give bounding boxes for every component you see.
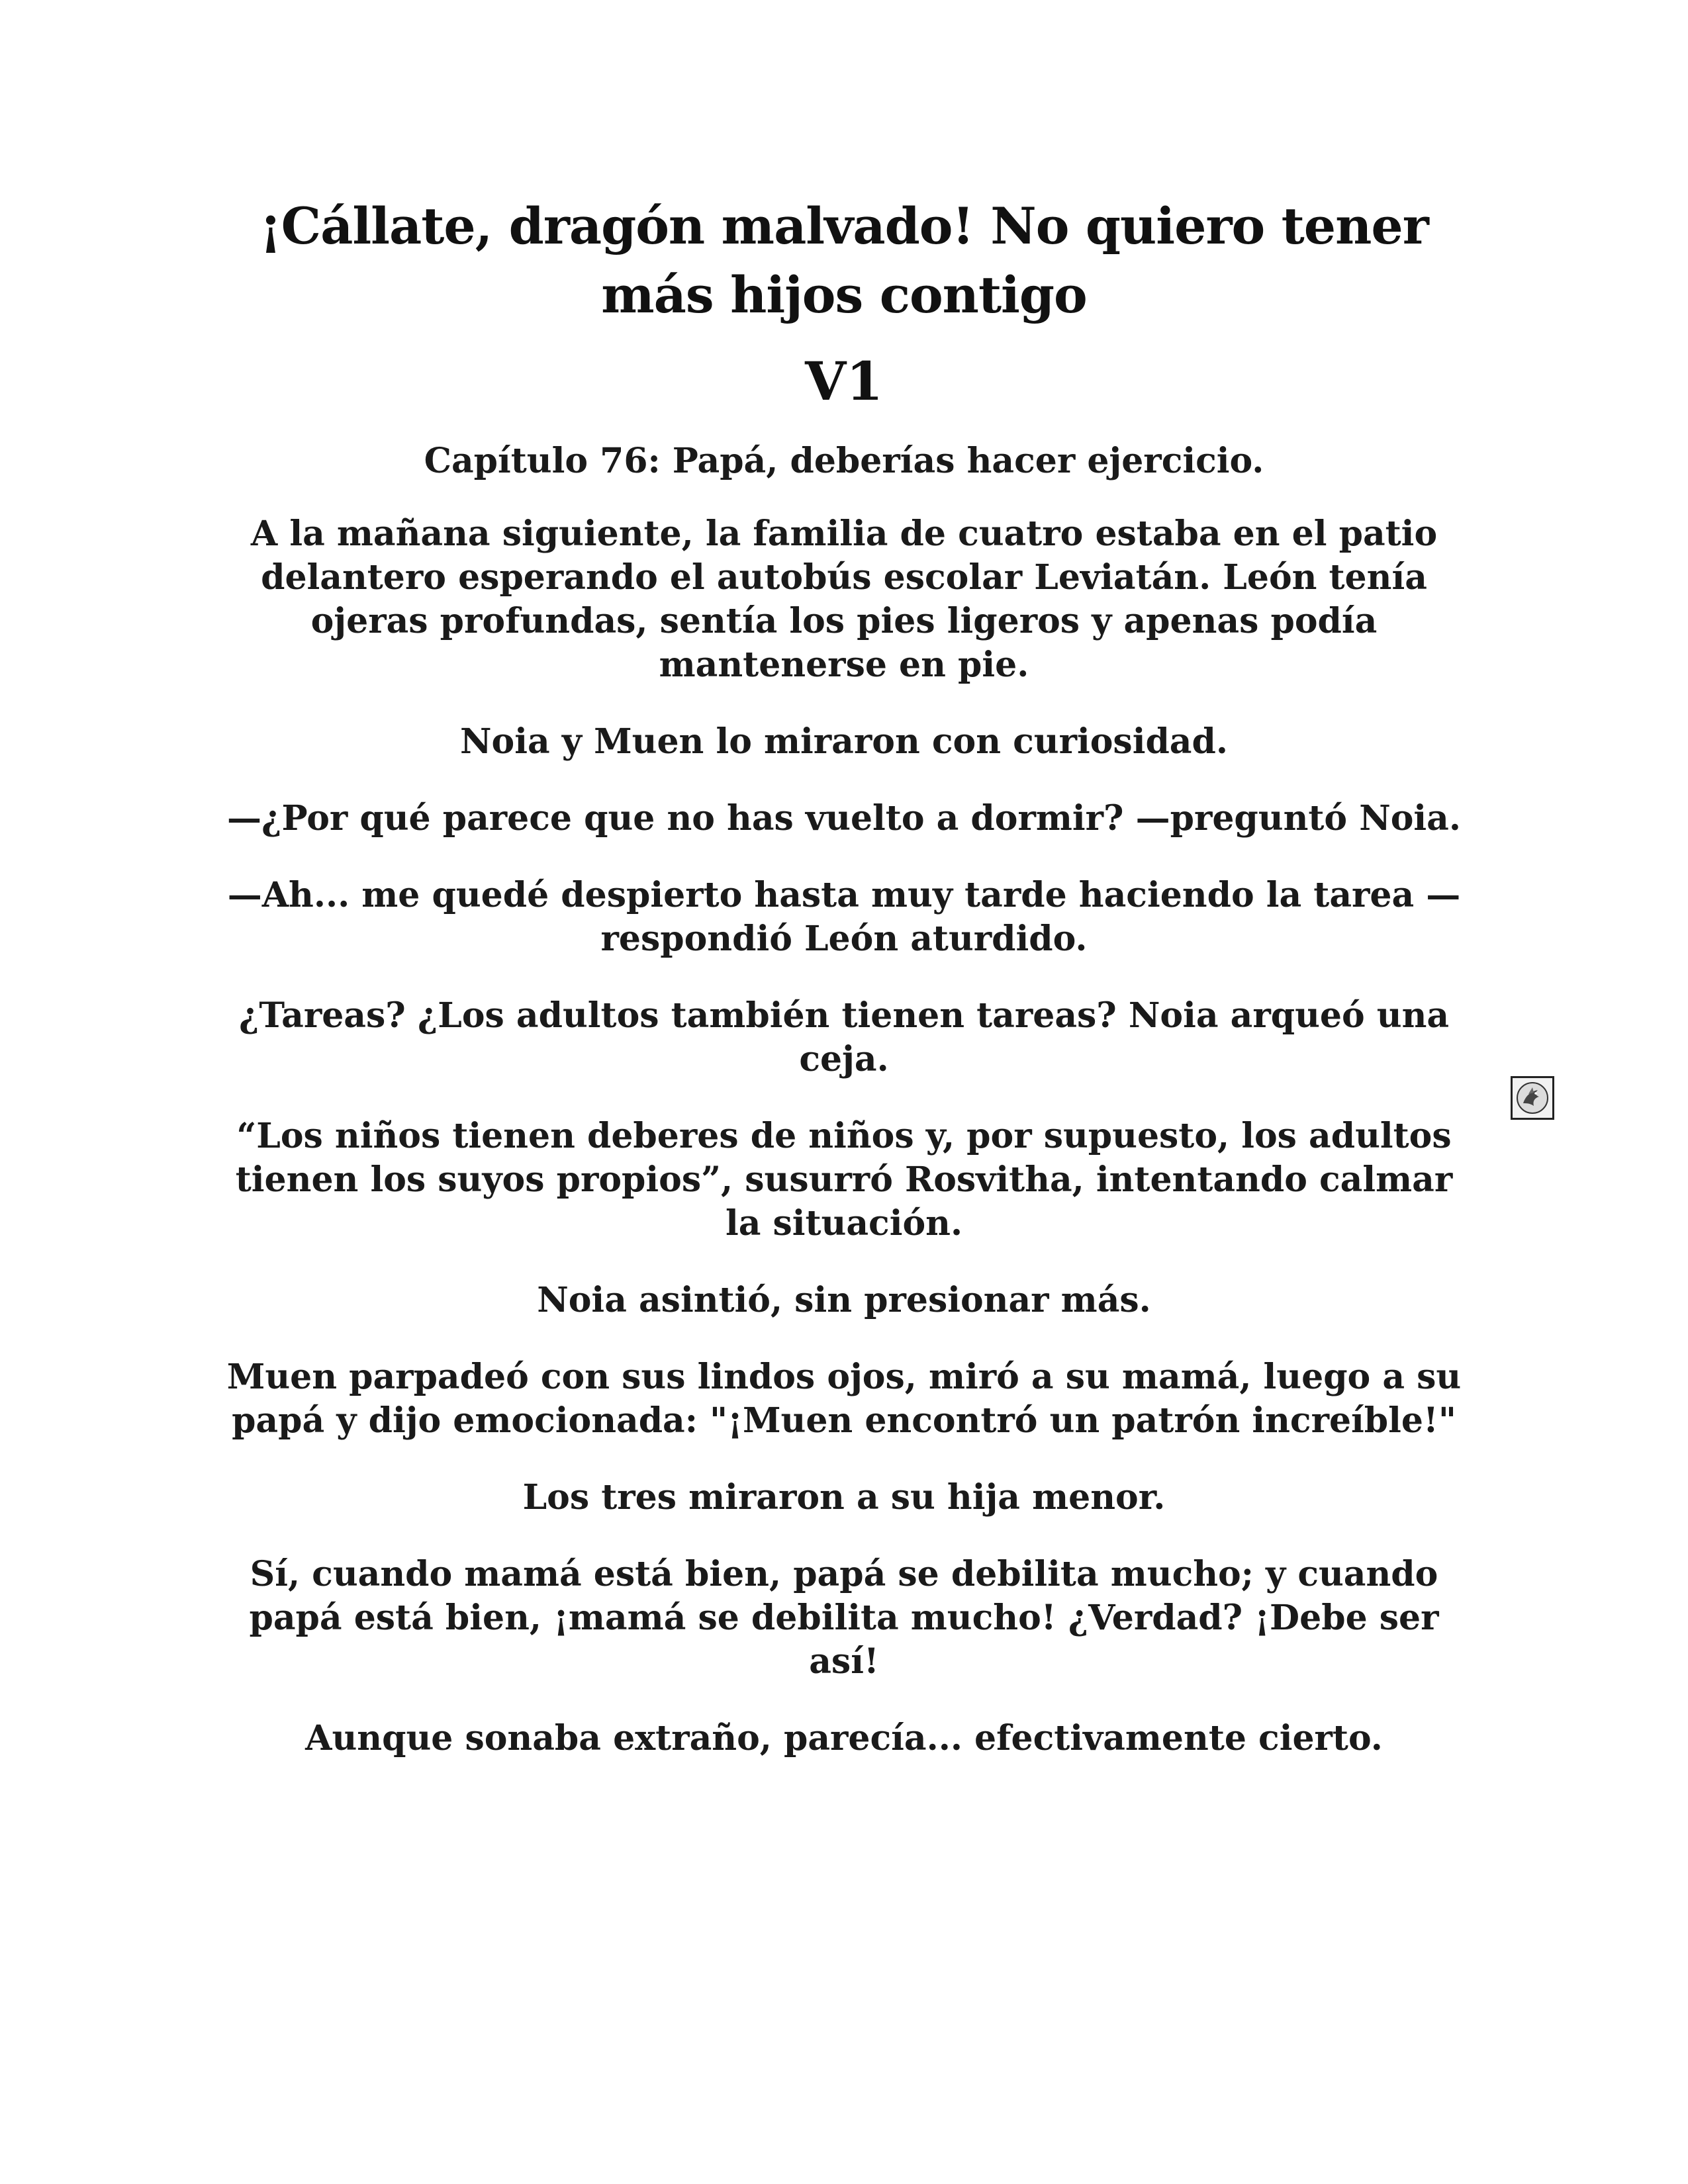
paragraph-2: Noia y Muen lo miraron con curiosidad.	[460, 721, 1228, 762]
dragon-emblem-svg	[1515, 1081, 1550, 1115]
paragraph-8: Muen parpadeó con sus lindos ojos, miró a su mamá, luego a su papá y dijo emocionada: "¡Muen encontró un patrón increíble!"	[226, 1357, 1462, 1441]
paragraph-4: —Ah... me quedé despierto hasta muy tarde haciendo la tarea —respondió León aturdido.	[227, 875, 1461, 959]
document-page	[225, 192, 1463, 1760]
paragraph-7: Noia asintió, sin presionar más.	[537, 1280, 1151, 1320]
chapter-heading: Capítulo 76: Papá, deberías hacer ejercicio.	[424, 441, 1264, 481]
paragraph-5: ¿Tareas? ¿Los adultos también tienen tareas? Noia arqueó una ceja.	[238, 995, 1450, 1079]
title-line-1: ¡Cállate, dragón malvado! No quiero tener	[259, 197, 1429, 255]
paragraph-3: —¿Por qué parece que no has vuelto a dormir? —preguntó Noia.	[227, 798, 1461, 839]
paragraph-1: A la mañana siguiente, la familia de cuatro estaba en el patio delantero esperando el autobús escolar Leviatán. León tenía ojeras profundas, sentía los pies ligeros y apenas podía mantenerse en pie.	[250, 514, 1438, 685]
paragraph-10: Sí, cuando mamá está bien, papá se debilita mucho; y cuando papá está bien, ¡mamá se debilita mucho! ¿Verdad? ¡Debe ser así!	[249, 1554, 1439, 1682]
paragraph-6: “Los niños tienen deberes de niños y, por supuesto, los adultos tienen los suyos propios”, susurró Rosvitha, intentando calmar la situación.	[235, 1116, 1453, 1244]
volume-label: V1	[805, 350, 883, 412]
paragraph-9: Los tres miraron a su hija menor.	[522, 1477, 1166, 1518]
paragraph-11: Aunque sonaba extraño, parecía... efectivamente cierto.	[305, 1718, 1383, 1758]
document-title	[225, 192, 1463, 330]
dragon-emblem-icon[interactable]	[1511, 1076, 1554, 1120]
title-line-2: más hijos contigo	[601, 265, 1087, 324]
